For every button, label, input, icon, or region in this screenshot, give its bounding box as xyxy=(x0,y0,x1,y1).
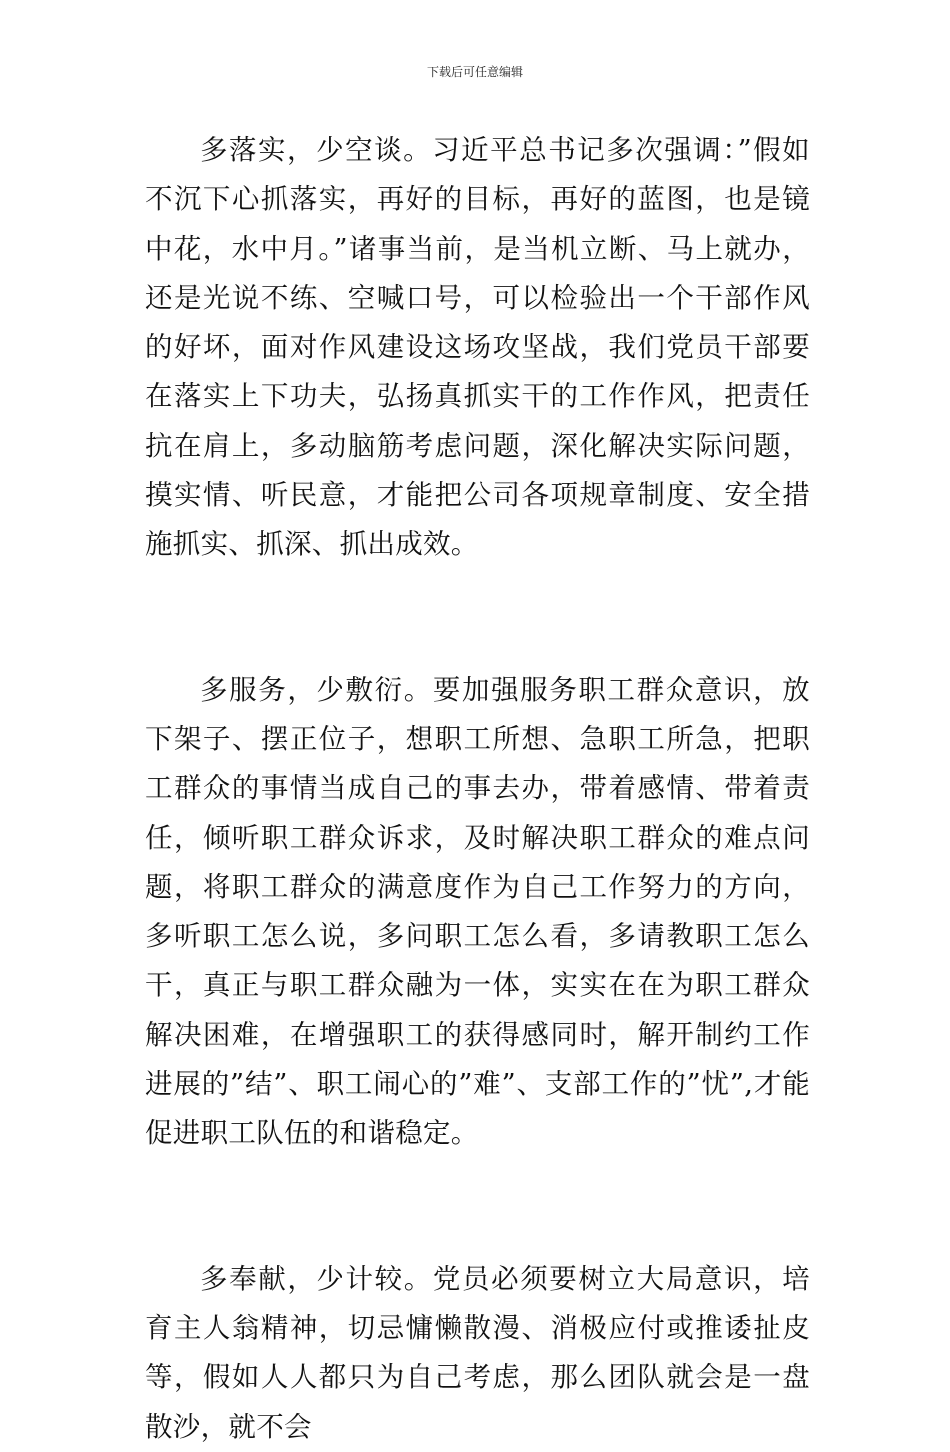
document-body xyxy=(145,126,810,1452)
paragraph-implementation: 多落实，少空谈。习近平总书记多次强调：”假如不沉下心抓落实，再好的目标，再好的蓝图，也是镜中花，水中月。”诸事当前，是当机立断、马上就办，还是光说不练、空喊口号，可以检验出一个干部作风的好坏，面对作风建设这场攻坚战，我们党员干部要在落实上下功夫，弘扬真抓实干的工作作风，把责任抗在肩上，多动脑筋考虑问题，深化解决实际问题，摸实情、听民意，才能把公司各项规章制度、安全措施抓实、抓深、抓出成效。 xyxy=(145,134,810,561)
page-header-note: 下载后可任意编辑 xyxy=(426,65,523,79)
paragraph-service: 多服务，少敷衍。要加强服务职工群众意识，放下架子、摆正位子，想职工所想、急职工所急，把职工群众的事情当成自己的事去办，带着感情、带着责任，倾听职工群众诉求，及时解决职工群众的难点问题，将职工群众的满意度作为自己工作努力的方向，多听职工怎么说，多问职工怎么看，多请教职工怎么干，真正与职工群众融为一体，实实在在为职工群众解决困难，在增强职工的获得感同时，解开制约工作进展的”结”、职工闹心的”难”、支部工作的”忧”,才能促进职工队伍的和谐稳定。 xyxy=(145,673,810,1150)
paragraph-dedication: 多奉献，少计较。党员必须要树立大局意识，培育主人翁精神，切忌慵懒散漫、消极应付或推诿扯皮等，假如人人都只为自己考虑，那么团队就会是一盘散沙，就不会 xyxy=(145,1262,810,1443)
